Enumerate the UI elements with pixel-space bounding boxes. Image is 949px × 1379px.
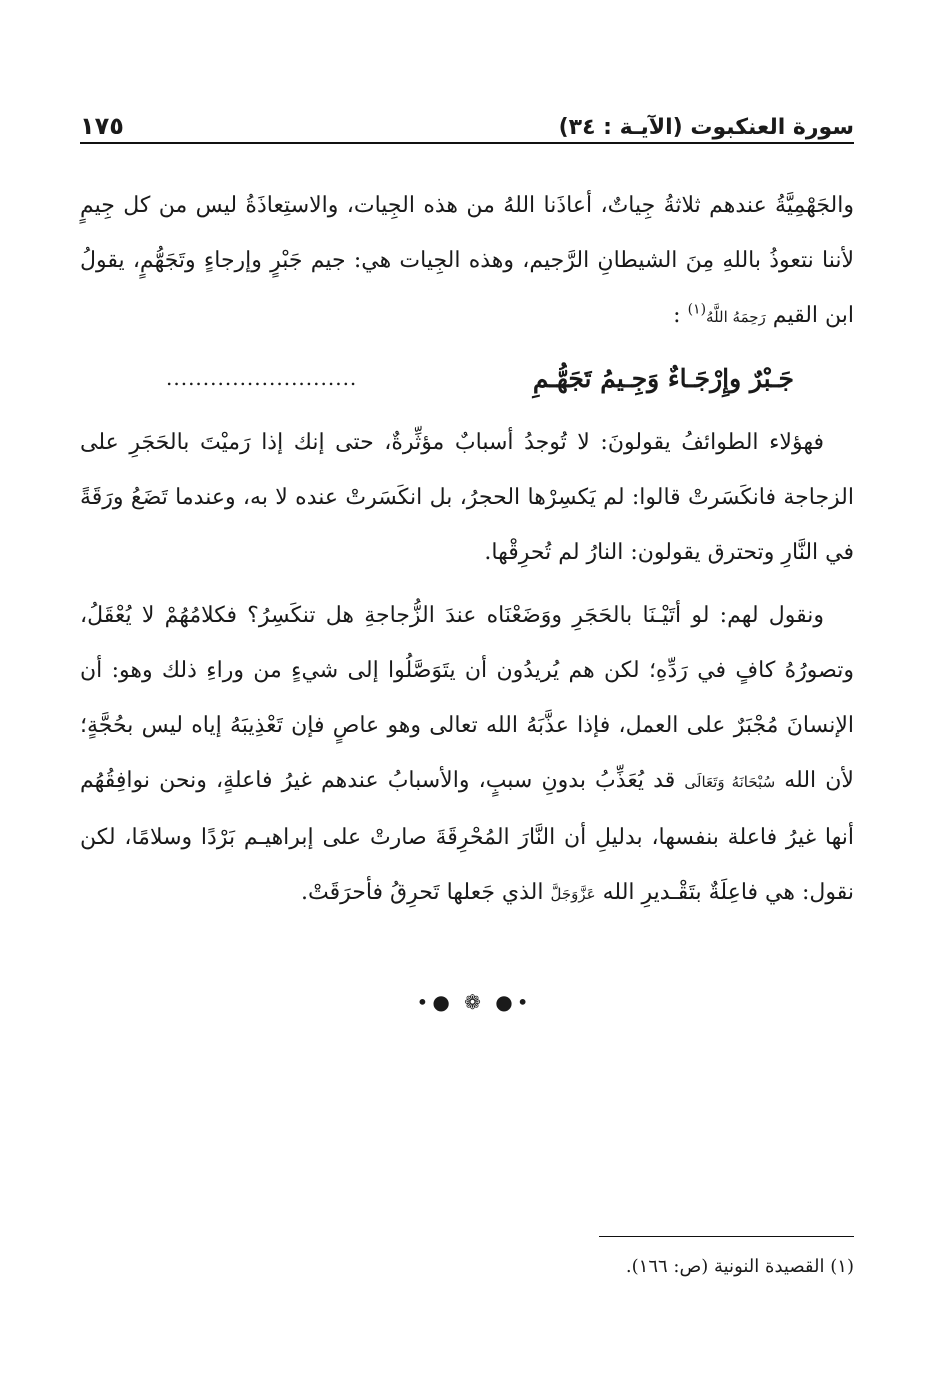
header-divider: [80, 142, 854, 144]
honorific-rahimahullah: رَحِمَهُ اللَّهُ: [706, 308, 766, 326]
main-text: [80, 178, 854, 922]
paragraph-1-colon: :: [673, 303, 681, 328]
section-end-ornament: •● ❁ ●•: [416, 990, 533, 1014]
verse-hemistich: جَـبْرٌ وإِرْجَـاءٌ وَجِـيمُ تَجَهُّـمِ: [532, 363, 794, 393]
running-header-title: سورة العنكبوت (الآيـة : ٣٤): [558, 115, 854, 140]
footnote-divider: [599, 1236, 854, 1237]
verse-second-hemistich-dots: ..........................: [166, 365, 358, 390]
paragraph-1: [80, 178, 854, 345]
page-number: ١٧٥: [80, 112, 124, 140]
footnote-text: القصيدة النونية (ص: ١٦٦).: [625, 1256, 825, 1277]
honorific-subhanahu: سُبْحَانَهُ وَتَعَالَى: [684, 773, 776, 791]
paragraph-3-text-c: الذي جَعلها تَحرِقُ فأحرَقَتْ.: [300, 880, 544, 905]
paragraph-3-text-b: قد يُعَذِّبُ بدونِ سببٍ، والأسبابُ عندهم غيرُ فاعلةٍ، ونحن نوافِقُهُم أنها غيرُ فاعلة بنفسها، بدليلِ أن النَّارَ المُحْرِقَةَ صارتْ على إبراهيـم بَرْدًا وسلامًا، لكن نقول: هي فاعِلَةٌ بتَقْـديرِ الله: [80, 768, 854, 905]
footnote-marker: (١): [830, 1256, 854, 1277]
poetry-verse: [80, 349, 854, 407]
page-header: [80, 100, 854, 140]
footnote-reference: (١): [687, 301, 707, 318]
paragraph-3: [80, 588, 854, 922]
honorific-azza-wajal: عَزَّوَجَلَّ: [550, 885, 596, 903]
paragraph-1-text: والجَهْمِيَّةُ عندهم ثلاثةُ جِياتٌ، أعاذَنا اللهُ من هذه الجِيات، والاستِعاذَةُ ليس من كل جِيمٍ لأننا نتعوذُ باللهِ مِنَ الشيطانِ الرَّجيم، وهذه الجِيات هي: جيم جَبْرٍ وإرجاءٍ وتَجَهُّمٍ، يقولُ ابن القيم: [80, 193, 854, 328]
paragraph-2: فهؤلاء الطوائفُ يقولونَ: لا تُوجدُ أسبابٌ مؤثِّرةٌ، حتى إنك إذا رَميْتَ بالحَجَرِ على الزجاجة فانكَسَرتْ قالوا: لم يَكسِرْها الحجرُ، بل انكَسَرتْ عنده لا به، وعندما تَضَعُ ورَقَةً في النَّارِ وتحترق يقولون: النارُ لم تُحرِقْها.: [80, 430, 854, 565]
footnote-1: [626, 1252, 854, 1282]
paragraph-3-text-a: ونقول لهم: لو أتَيْـنَا بالحَجَرِ ووَضَعْنَاه عندَ الزُّجاجةِ هل تنكَسِرُ؟ فكلامُهُمْ لا يُعْقَلُ، وتصورُهُ كافٍ في رَدِّهِ؛ لكن هم يُريدُون أن يتَوَصَّلُوا إلى شيءٍ من وراءِ ذلك وهو: أن الإنسانَ مُجْبَرٌ على العمل، فإذا عذَّبَهُ الله تعالى وهو عاصٍ فإن تَعْذِيبَهُ إياه ليس بحُجَّةٍ؛ لأن الله: [80, 603, 854, 793]
